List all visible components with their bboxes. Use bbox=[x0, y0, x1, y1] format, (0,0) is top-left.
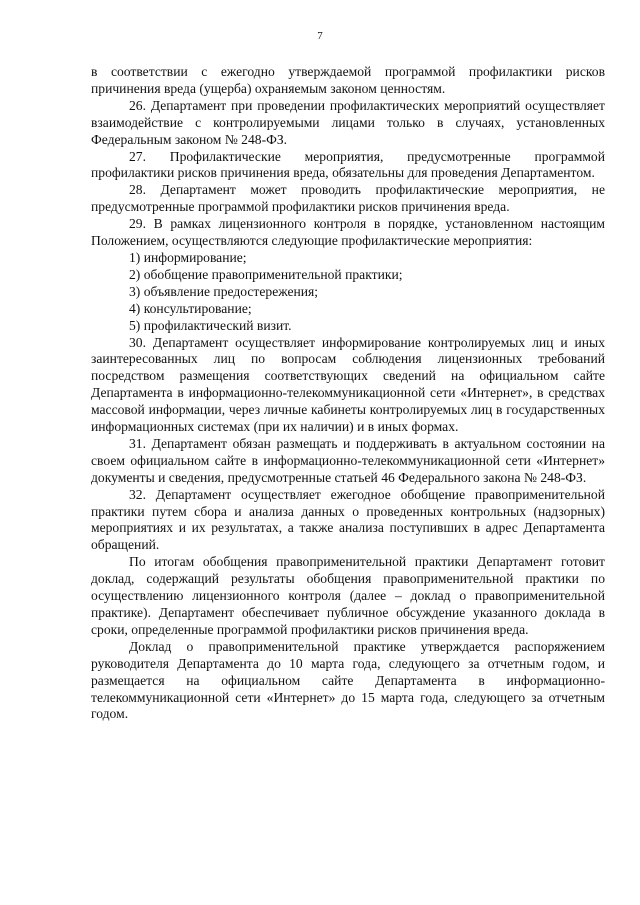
list-item: 3) объявление предостережения; bbox=[129, 283, 319, 299]
paragraph-27: 27. Профилактические мероприятия, предусмотренные программой профилактики рисков причинения вреда, обязательны для проведения Департаментом. bbox=[91, 148, 605, 181]
list-item: 2) обобщение правоприменительной практики; bbox=[129, 266, 403, 282]
page-number: 7 bbox=[317, 30, 323, 42]
list-item: 1) информирование; bbox=[129, 249, 247, 265]
paragraph-32: 32. Департамент осуществляет ежегодное обобщение правоприменительной практики путем сбора и анализа данных о проведенных контрольных (надзорных) мероприятиях и их результатах, а также анализа поступивших в адрес Департамента обращений. bbox=[91, 486, 605, 553]
paragraph-30: 30. Департамент осуществляет информирование контролируемых лиц и иных заинтересованных лиц по вопросам соблюдения лицензионных требований посредством размещения соответствующих сведений на официальном сайте Департамента в информационно-телекоммуникационной сети «Интернет», в средствах массовой информации, через личные кабинеты контролируемых лиц в государственных информационных системах (при их наличии) и в иных формах. bbox=[91, 334, 605, 435]
paragraph-26: 26. Департамент при проведении профилактических мероприятий осуществляет взаимодействие с контролируемыми лицами только в случаях, установленных Федеральным законом № 248-ФЗ. bbox=[91, 97, 605, 147]
prevention-measures-list bbox=[91, 250, 605, 335]
document-body bbox=[91, 64, 605, 723]
paragraph-28: 28. Департамент может проводить профилактические мероприятия, не предусмотренные программой профилактики рисков причинения вреда. bbox=[91, 182, 605, 215]
paragraph-report: По итогам обобщения правоприменительной практики Департамент готовит доклад, содержащий результаты обобщения правоприменительной практики по осуществлению лицензионного контроля (далее – доклад о правоприменительной практике). Департамент обеспечивает публичное обсуждение указанного доклада в сроки, определенные программой профилактики рисков причинения вреда. bbox=[91, 554, 605, 637]
paragraph-29: 29. В рамках лицензионного контроля в порядке, установленном настоящим Положением, осуществляются следующие профилактические мероприятия: bbox=[91, 216, 605, 249]
list-item: 4) консультирование; bbox=[129, 300, 252, 316]
list-item: 5) профилактический визит. bbox=[129, 317, 292, 333]
paragraph-continuation: в соответствии с ежегодно утверждаемой программой профилактики рисков причинения вреда (ущерба) охраняемым законом ценностям. bbox=[91, 64, 605, 96]
paragraph-report-approval: Доклад о правоприменительной практике утверждается распоряжением руководителя Департамента до 10 марта года, следующего за отчетным годом, и размещается на официальном сайте Департамента в информационно-телекоммуникационной сети «Интернет» до 15 марта года, следующего за отчетным годом. bbox=[91, 638, 605, 722]
paragraph-31: 31. Департамент обязан размещать и поддерживать в актуальном состоянии на своем официальном сайте в информационно-телекоммуникационной сети «Интернет» документы и сведения, предусмотренные статьей 46 Федерального закона № 248-ФЗ. bbox=[91, 435, 605, 485]
